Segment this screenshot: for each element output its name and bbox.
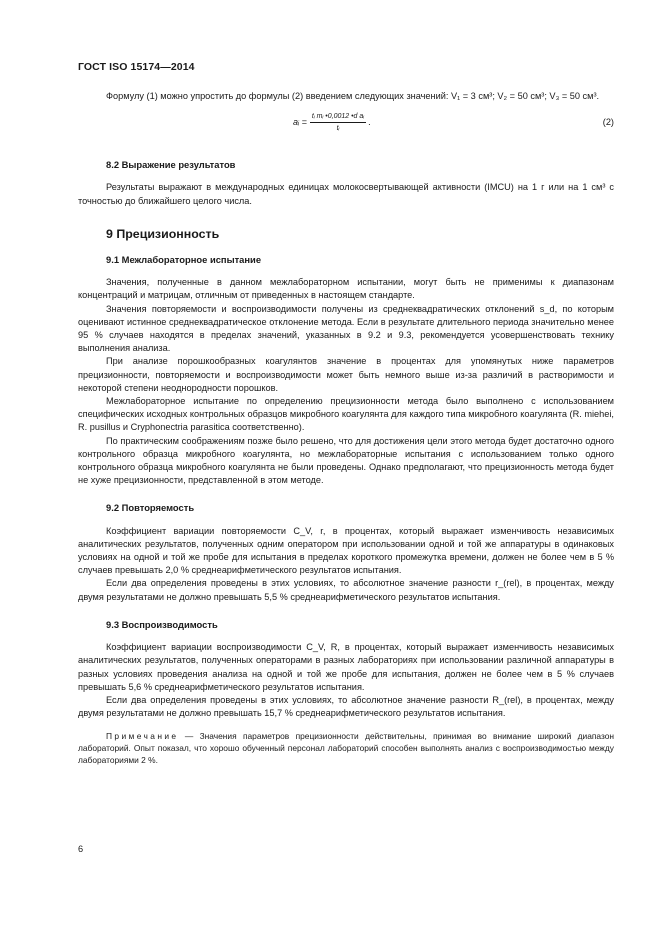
formula-block — [78, 109, 614, 143]
formula-fraction — [310, 111, 366, 134]
paragraph-9-1-1: Значения, полученные в данном межлабораторном испытании, могут быть не применимы к диапазонам концентраций и матрицам, отличным от приведенных в настоящем стандарте. — [78, 277, 614, 301]
document-body — [78, 90, 614, 766]
heading-9-1: 9.1 Межлабораторное испытание — [106, 254, 262, 266]
paragraph-9-1-2: Значения повторяемости и воспроизводимости получены из среднеквадратических отклонений s_d, по которым оценивают истинное среднеквадратическое отклонение метода. Если в результате длительного периода значительно менее 95 % случаев находятся в пределах значений, указанных в 9.2 и 9.3, рекомендуется усовершенствовать технику выполнения анализа. — [78, 303, 614, 354]
paragraph-9-1-3: При анализе порошкообразных коагулянтов значение в процентах для упомянутых ниже параметров прецизионности, повторяемости и воспроизводимости может быть немного выше из-за различий в растворимости и некоторой степени неоднородности порошков. — [78, 356, 614, 393]
paragraph-9-3-2: Если два определения проведены в этих условиях, то абсолютное значение разности R_(rel), в процентах, между двумя результатами не должно превышать 15,7 % среднеарифметического результатов испытания. — [78, 694, 614, 719]
paragraph-9-2-1: Коэффициент вариации повторяемости C_V, r, в процентах, который выражает изменчивость независимых аналитических результатов, полученных одним оператором при использовании одной и той же аппаратуры в одинаковых условиях на одной и той же пробе для испытания в пределах короткого промежутка времени, должен не более чем в 5 % случаев превышать 2,0 % среднеарифметического результатов испытания. — [78, 525, 614, 576]
formula-numerator: tᵢ mᵢ •0,0012 •d aᵢ — [310, 111, 366, 123]
page-number: 6 — [78, 844, 84, 854]
note-text: — Значения параметров прецизионности действительны, принимая во внимание широкий диапазон лабораторий. Опыт показал, что хорошо обученный персонал лабораторий способен выполнять анализ с воспроизводимостью между лабораториями 2 %. — [78, 731, 614, 766]
paragraph-9-1-5: По практическим соображениям позже было решено, что для достижения цели этого метода будет достаточно одного контрольного образца микробного коагулянта, но межлабораторные испытания с использованием только одного контрольного образца микробного коагулянта не были проведены. Однако предполагают, что прецизионность метода будет не хуже прецизионности, представленной в этом методе. — [78, 435, 614, 486]
paragraph-9-1-4: Межлабораторное испытание по определению прецизионности метода было выполнено с использованием специфических исходных контрольных образцов микробного коагулянта для каждого типа микробного коагулянта (R. miehei, R. pusillus и Cryphonectria parasitica соответственно). — [78, 396, 614, 433]
heading-9-3: 9.3 Воспроизводимость — [106, 618, 218, 630]
note-label: Примечание — [106, 731, 179, 742]
formula-denominator: tᵢ — [336, 125, 340, 133]
formula-number: (2) — [602, 117, 614, 128]
heading-9: 9 Прецизионность — [106, 226, 220, 241]
heading-8-2: 8.2 Выражение результатов — [106, 159, 236, 171]
heading-9-2: 9.2 Повторяемость — [106, 502, 195, 514]
formula-lhs: aᵢ = — [293, 117, 307, 128]
formula-2 — [293, 111, 371, 134]
note-block — [78, 730, 614, 766]
paragraph-9-2-2: Если два определения проведены в этих условиях, то абсолютное значение разности r_(rel), в процентах, между двумя результатами не должно превышать 5,5 % среднеарифметического результатов испытания. — [78, 578, 614, 602]
paragraph-8-2: Результаты выражают в международных единицах молокосвертывающей активности (IMCU) на 1 г или на 1 см³ с точностью до ближайшего целого числа. — [78, 182, 614, 206]
intro-paragraph: Формулу (1) можно упростить до формулы (2) введением следующих значений: V₁ = 3 см³; V₂ = 50 см³; V₃ = 50 см³. — [106, 91, 600, 101]
formula-trailing: . — [368, 117, 371, 128]
document-header: ГОСТ ISO 15174—2014 — [78, 61, 195, 73]
paragraph-9-3-1: Коэффициент вариации воспроизводимости C_V, R, в процентах, который выражает изменчивость независимых аналитических результатов, полученных операторами в разных лабораториях при использовании различной аппаратуры в разных условиях проведения анализа на одной и той же пробе для испытания, должен не более чем в 5 % случаев превышать 5,6 % среднеарифметического результатов испытания. — [78, 642, 614, 692]
